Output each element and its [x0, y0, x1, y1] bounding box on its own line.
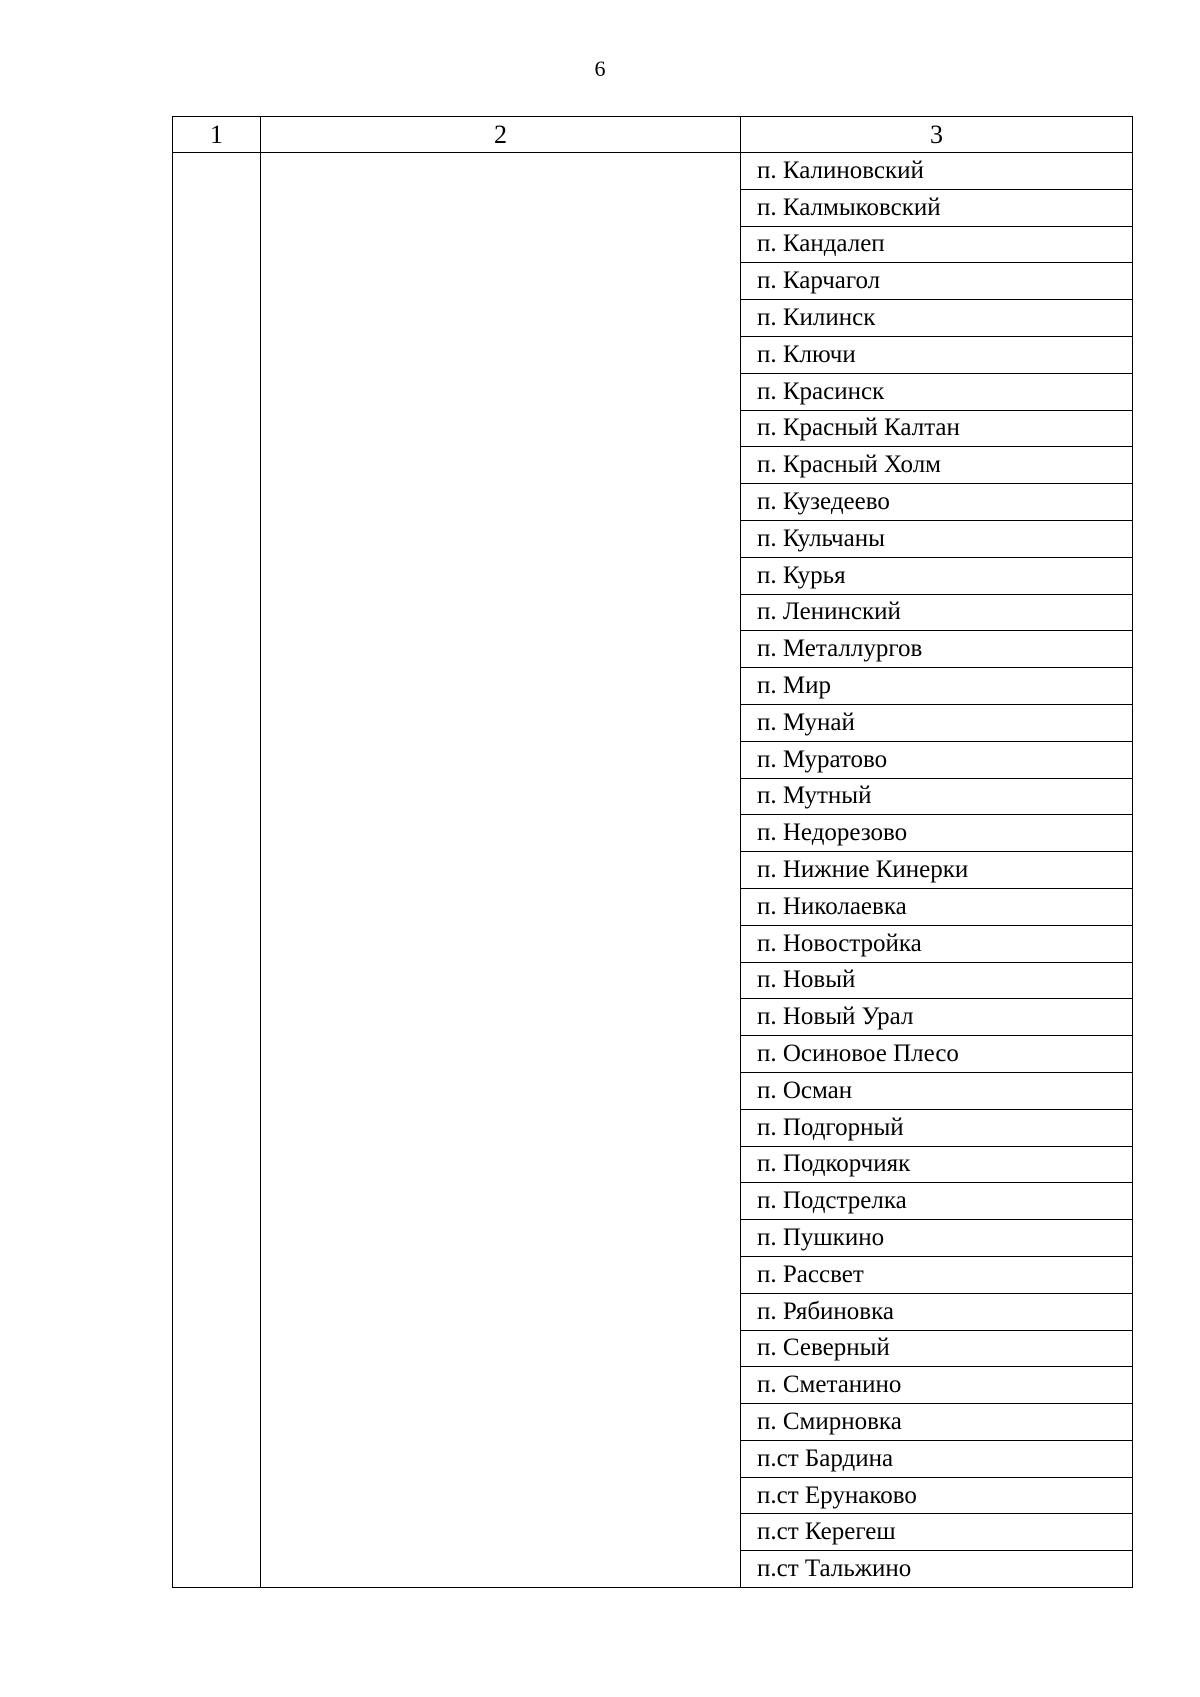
column-2-cell — [261, 153, 741, 1588]
settlement-name-cell: п. Николаевка — [741, 888, 1133, 925]
settlement-name-cell: п. Ключи — [741, 336, 1133, 373]
settlements-table — [172, 116, 1133, 1588]
column-header-3: 3 — [741, 117, 1133, 153]
settlement-name-cell: п. Килинск — [741, 300, 1133, 337]
column-header-1: 1 — [173, 117, 261, 153]
settlement-name-cell: п. Ленинский — [741, 594, 1133, 631]
settlement-name-cell: п. Мутный — [741, 778, 1133, 815]
settlement-name-cell: п. Красный Холм — [741, 447, 1133, 484]
settlement-name-cell: п. Северный — [741, 1330, 1133, 1367]
settlement-name-cell: п. Кандалеп — [741, 226, 1133, 263]
settlement-name-cell: п. Подкорчияк — [741, 1146, 1133, 1183]
settlement-name-cell: п. Мир — [741, 668, 1133, 705]
settlement-name-cell: п. Рассвет — [741, 1256, 1133, 1293]
settlement-name-cell: п. Красный Калтан — [741, 410, 1133, 447]
settlement-name-cell: п. Металлургов — [741, 631, 1133, 668]
settlement-name-cell: п.ст Керегеш — [741, 1514, 1133, 1551]
settlement-name-cell: п. Недорезово — [741, 815, 1133, 852]
settlement-name-cell: п. Красинск — [741, 373, 1133, 410]
settlement-name-cell: п. Сметанино — [741, 1367, 1133, 1404]
column-1-cell — [173, 153, 261, 1588]
settlement-name-cell: п. Новый — [741, 962, 1133, 999]
settlement-name-cell: п. Новостройка — [741, 925, 1133, 962]
table-row — [173, 153, 1133, 190]
column-header-2: 2 — [261, 117, 741, 153]
settlement-name-cell: п. Подстрелка — [741, 1183, 1133, 1220]
settlement-name-cell: п. Нижние Кинерки — [741, 852, 1133, 889]
settlement-name-cell: п.ст Бардина — [741, 1440, 1133, 1477]
settlement-name-cell: п. Осиновое Плесо — [741, 1036, 1133, 1073]
settlement-name-cell: п. Новый Урал — [741, 999, 1133, 1036]
settlement-name-cell: п. Мунай — [741, 704, 1133, 741]
settlement-name-cell: п. Кузедеево — [741, 484, 1133, 521]
settlement-name-cell: п.ст Тальжино — [741, 1551, 1133, 1588]
settlement-name-cell: п. Карчагол — [741, 263, 1133, 300]
settlement-name-cell: п. Рябиновка — [741, 1293, 1133, 1330]
settlement-name-cell: п. Осман — [741, 1072, 1133, 1109]
settlement-name-cell: п. Смирновка — [741, 1404, 1133, 1441]
settlement-name-cell: п. Курья — [741, 557, 1133, 594]
settlement-name-cell: п.ст Ерунаково — [741, 1477, 1133, 1514]
settlement-name-cell: п. Кульчаны — [741, 520, 1133, 557]
settlement-name-cell: п. Калмыковский — [741, 189, 1133, 226]
settlement-name-cell: п. Пушкино — [741, 1220, 1133, 1257]
settlement-name-cell: п. Калиновский — [741, 153, 1133, 190]
page-number: 6 — [594, 56, 606, 81]
settlement-name-cell: п. Подгорный — [741, 1109, 1133, 1146]
settlement-name-cell: п. Муратово — [741, 741, 1133, 778]
table-body — [173, 153, 1133, 1588]
table-header-row — [173, 117, 1133, 153]
